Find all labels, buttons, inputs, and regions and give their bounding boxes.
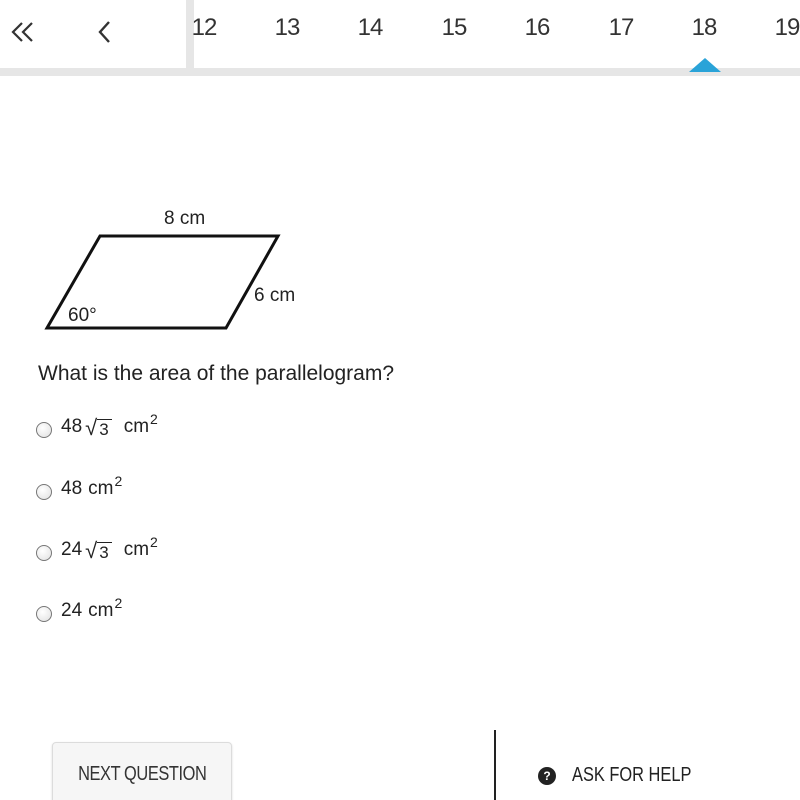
page-19[interactable]: 19 [774,14,800,41]
page-14[interactable]: 14 [357,14,383,41]
choice-exponent: 2 [150,411,158,427]
choice-coefficient: 48 [61,478,83,499]
radicand: 3 [97,419,111,439]
page-12[interactable]: 12 [191,14,217,41]
radio-button[interactable] [36,606,52,622]
double-chevron-left-icon [10,20,36,44]
choice-exponent: 2 [114,595,123,611]
radio-button[interactable] [36,422,52,438]
parallelogram-figure [36,200,326,340]
active-page-indicator [689,58,721,72]
answer-choice-3[interactable] [36,535,158,565]
radical-sign: √ [85,537,98,563]
right-side-label: 6 cm [254,285,296,306]
answer-choice-4[interactable] [36,596,122,626]
answer-choice-label [61,411,158,440]
answer-choice-2[interactable] [36,474,122,504]
question-mark-icon: ? [538,767,556,785]
choice-exponent: 2 [114,473,123,489]
question-navigation [0,0,800,76]
page-18[interactable]: 18 [691,14,717,41]
ask-for-help-label: ASK FOR HELP [572,764,692,786]
radical-sign: √ [85,414,98,440]
choice-exponent: 2 [150,534,158,550]
top-side-label: 8 cm [164,208,206,229]
choice-coefficient: 24 [61,600,83,621]
angle-label: 60° [68,305,97,326]
square-root [85,416,112,439]
page-17[interactable]: 17 [608,14,634,41]
answer-choice-1[interactable] [36,412,158,442]
answer-choice-label [61,473,123,500]
ask-for-help-button[interactable] [538,764,718,787]
page-15[interactable]: 15 [441,14,467,41]
choice-unit: cm [88,600,114,621]
page-13[interactable]: 13 [274,14,300,41]
choice-unit: cm [88,478,114,499]
choice-unit: cm [123,416,150,437]
choice-coefficient: 24 [61,539,83,560]
next-question-button[interactable] [52,742,232,800]
choice-unit: cm [123,539,150,560]
page-16[interactable]: 16 [524,14,550,41]
footer-divider [494,730,496,800]
radicand: 3 [97,542,111,562]
first-page-button[interactable] [6,12,40,52]
question-text: What is the area of the parallelogram? [38,362,395,385]
answer-choice-label [61,595,123,622]
choice-coefficient: 48 [61,416,83,437]
parallelogram-diagram [36,200,326,340]
answer-choice-label [61,534,158,563]
chevron-left-icon [96,19,114,45]
nav-bottom-strip [0,68,800,76]
radio-button[interactable] [36,545,52,561]
next-question-label: NEXT QUESTION [77,763,207,785]
previous-page-button[interactable] [88,12,122,52]
radio-button[interactable] [36,484,52,500]
square-root [85,539,112,562]
